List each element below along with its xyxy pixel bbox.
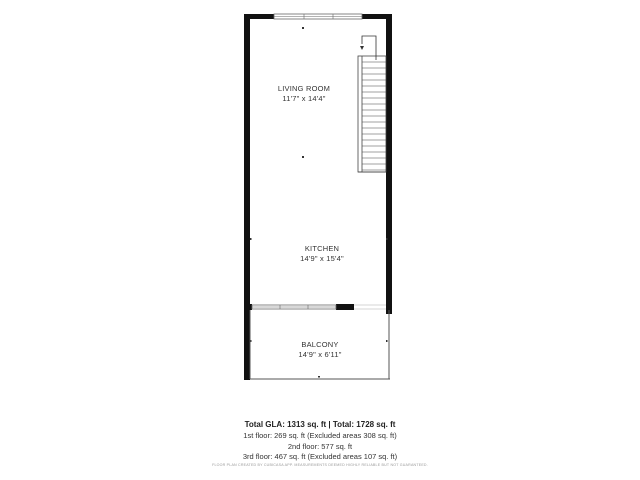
wall-right [386,14,392,314]
room-label-living [254,84,354,104]
room-name-kitchen: KITCHEN [304,244,340,253]
room-name-balcony: BALCONY [301,340,339,349]
wall-top-left [244,14,274,19]
staircase [358,36,386,172]
room-name-living: LIVING ROOM [277,84,331,93]
disclaimer: FLOOR PLAN CREATED BY CUBICASA APP. MEASUREMENTS DEEMED HIGHLY RELIABLE BUT NOT GUARANTEED. [212,463,428,467]
room-dim-kitchen: 14'9" x 15'4" [300,254,344,263]
balcony-divider [244,304,386,310]
floor1-area: 1st floor: 269 sq. ft (Excluded areas 308 sq. ft) [243,431,397,440]
room-label-balcony [270,340,370,360]
window-top [274,14,362,19]
room-dim-balcony: 14'9" x 6'11" [298,350,342,359]
floor2-area: 2nd floor: 577 sq. ft [287,442,353,451]
floor3-area: 3rd floor: 467 sq. ft (Excluded areas 107 sq. ft) [242,452,398,461]
room-label-kitchen [272,244,372,264]
wall-top-right [362,14,392,19]
room-dim-living: 11'7" x 14'4" [282,94,326,103]
total-area-title: Total GLA: 1313 sq. ft | Total: 1728 sq. ft [244,420,396,429]
wall-left [244,14,250,380]
